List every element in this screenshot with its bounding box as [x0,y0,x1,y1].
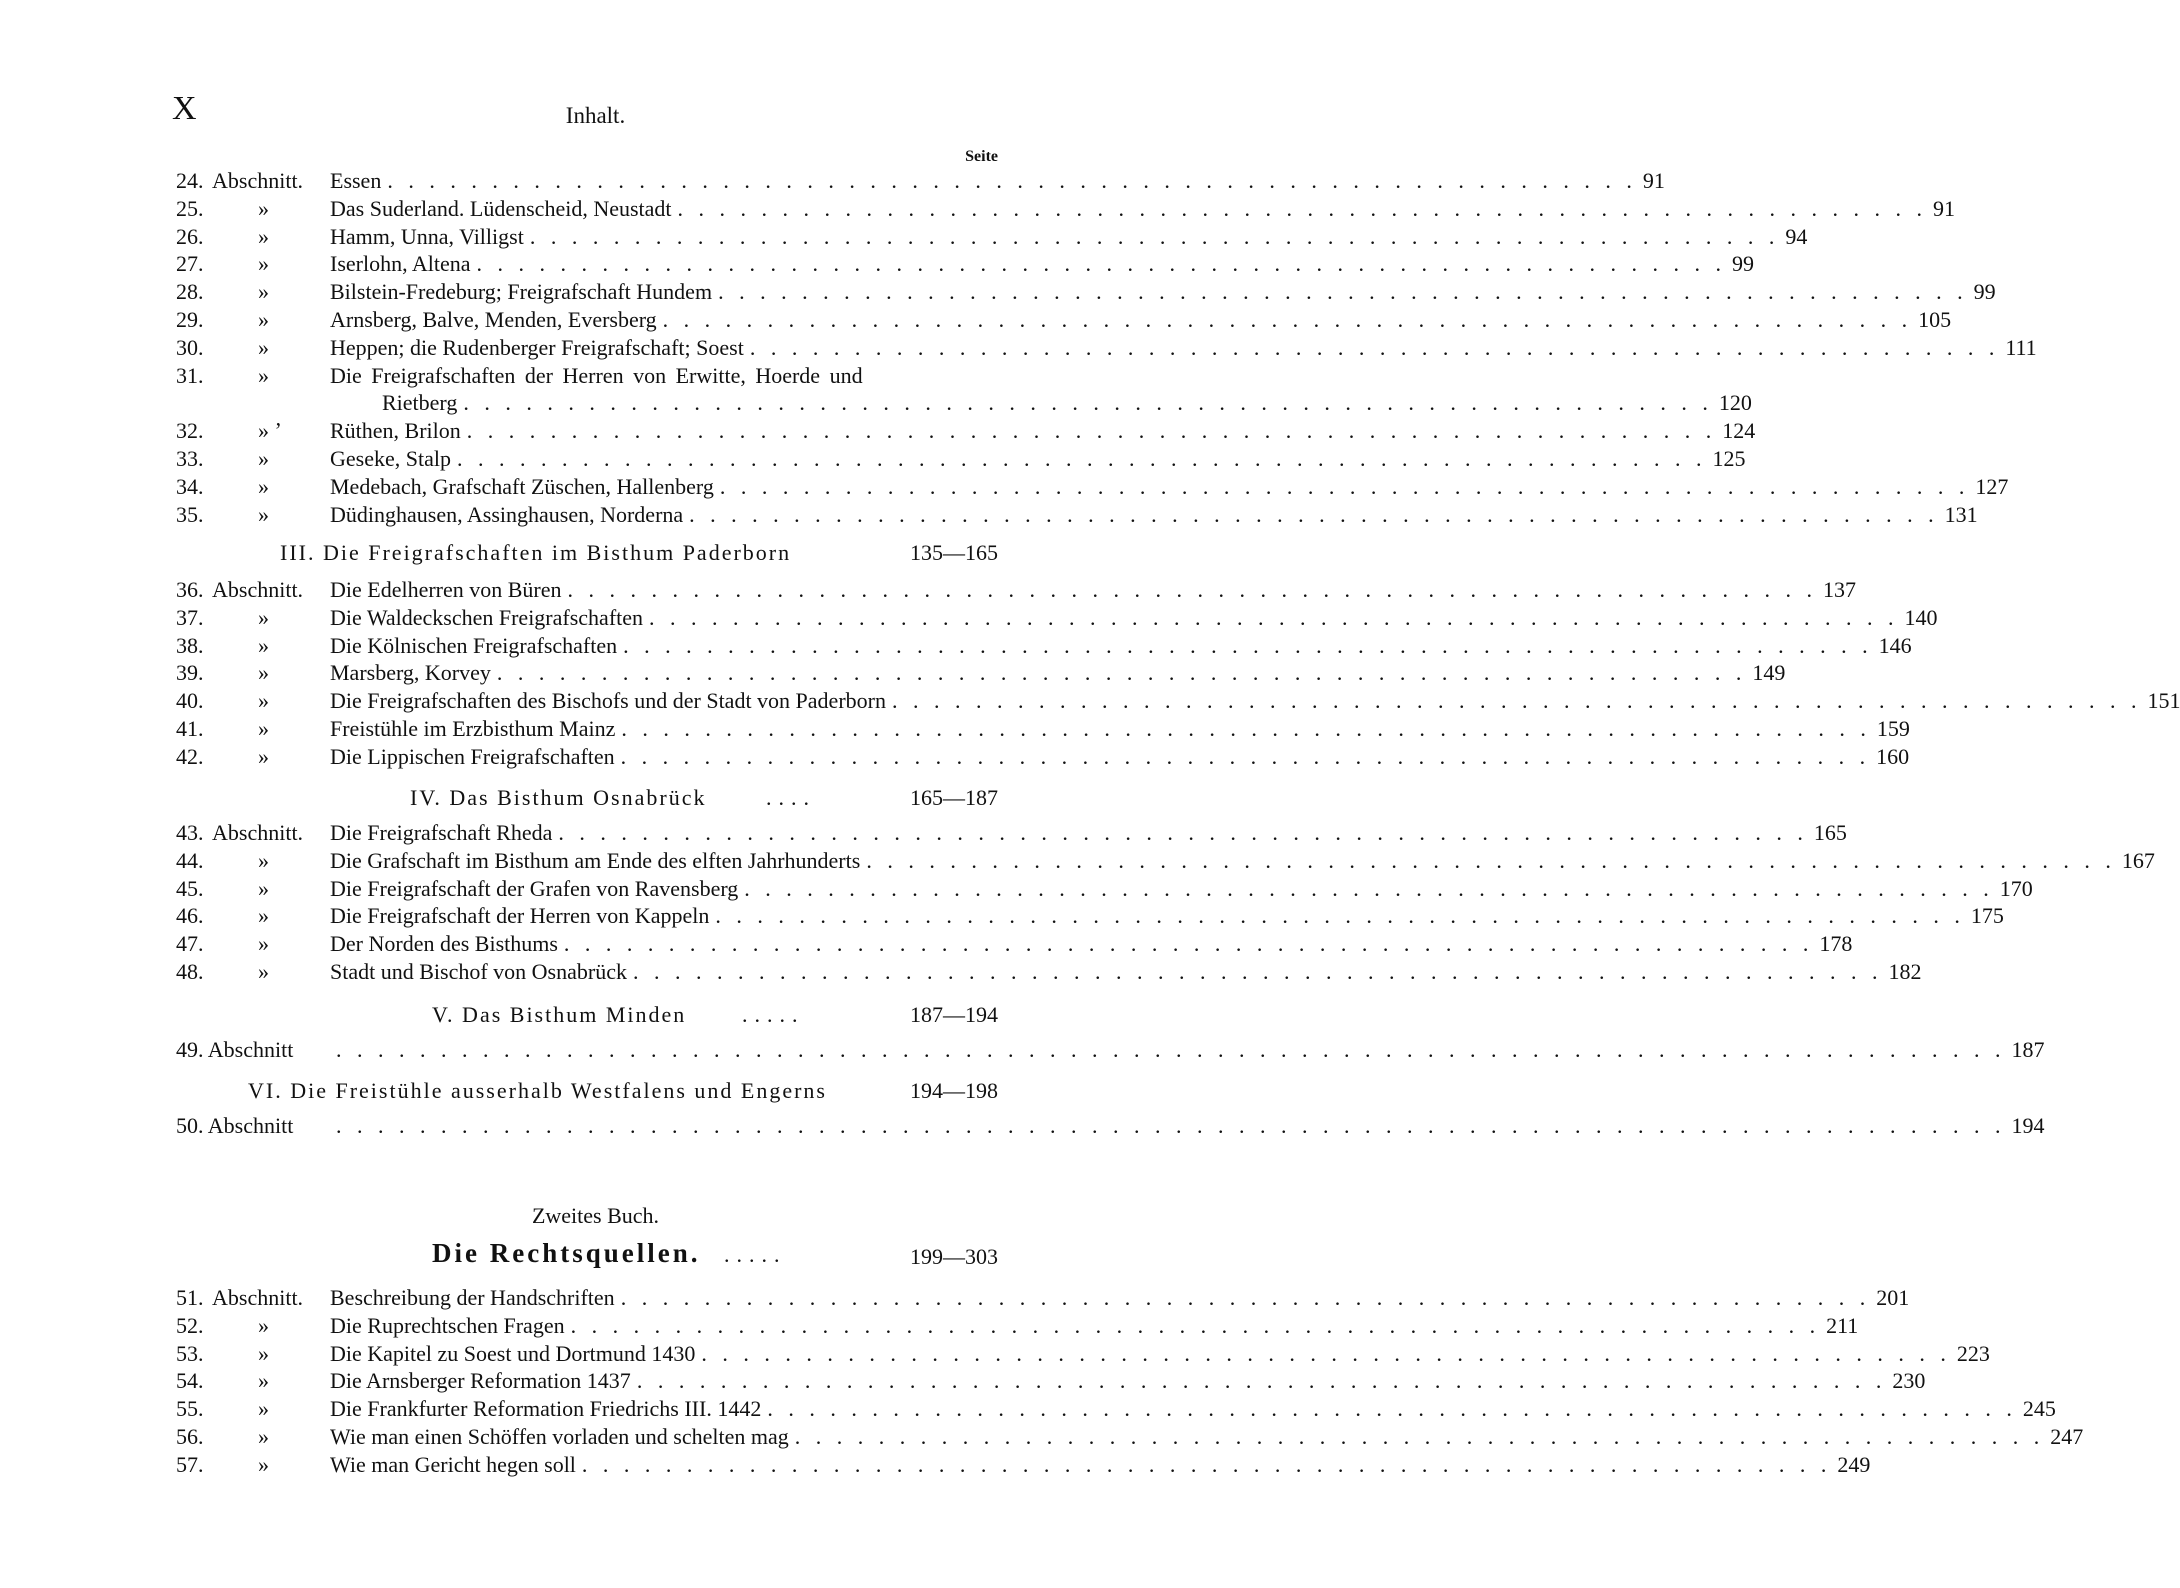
page-number: 182 [1888,958,1922,984]
toc-row [176,958,1922,986]
entry-title [330,1395,2056,1423]
entry-title [330,930,1853,958]
ditto-mark: » [258,473,269,499]
toc-row [176,362,998,390]
seite-column-label: Seite [965,148,998,165]
entry-title-text: Die Freigrafschaft der Herren von Kappeln [330,903,710,929]
leader-dots: . . . . . . . . . . . . . . . . . . . . . . . . . . . . . . . . . . . . . . . . . . . . . . . . . . . . . . . . . . . . [719,473,1970,499]
ditto-mark: » [258,445,269,471]
entry-number: 38. [176,632,204,658]
entry-number: 54. [176,1368,204,1394]
ditto-mark: » [258,1451,269,1477]
page-number: 91 [1933,195,1956,221]
toc-row [176,1284,1910,1312]
entry-title-text: Wie man Gericht hegen soll [330,1451,576,1477]
entry-title-text: Die Lippischen Freigrafschaften [330,743,615,769]
entry-title [382,389,1752,417]
entry-title-text: Die Kapitel zu Soest und Dortmund 1430 [330,1340,696,1366]
page-number: 159 [1876,715,1910,741]
entry-title [336,1036,2045,1064]
entry-number: 26. [176,223,204,249]
entry-label: 49. Abschnitt [176,1037,294,1062]
leader-dots: . . . . . . . . . . . . . . . . . . . . . . . . . . . . . . . . . . . . . . . . . . . . . . . . . . . . . . . . . . . . [662,306,1913,332]
section-label: III. Die Freigrafschaften im Bisthum Paderborn [280,540,792,565]
entry-title [330,501,1978,529]
entry-number: 31. [176,362,204,388]
leader-dots: . . . . . . . . . . . . . . . . . . . . . . . . . . . . . . . . . . . . . . . . . . . . . . . . . . . . . . . . . . . . [744,875,1994,901]
ditto-mark: » [258,195,269,221]
toc-row [176,1312,1859,1340]
book-title-dots: ..... [724,1242,787,1267]
toc-row [176,306,1952,334]
ditto-mark: » [258,1368,269,1394]
toc-group-paderborn [176,576,2180,771]
leader-dots: . . . . . . . . . . . . . . . . . . . . . . . . . . . . . . . . . . . . . . . . . . . . . . . . . . . . . . . . . . . . [718,279,1968,305]
entry-title-text: Beschreibung der Handschriften [330,1285,615,1310]
entry-title-text: Freistühle im Erzbisthum Mainz [330,715,616,741]
entry-title [330,819,1847,847]
page-number: 111 [2005,334,2037,360]
section-range: 165—187 [910,785,998,810]
book-range: 199—303 [910,1244,998,1269]
ditto-mark: » [258,1396,269,1422]
entry-title [330,604,1938,632]
page-number: 151 [2147,688,2180,714]
leader-dots: . . . . . . . . . . . . . . . . . . . . . . . . . . . . . . . . . . . . . . . . . . . . . . . . . . . . . . . . . . . . [866,847,2116,873]
toc-row [176,659,1786,687]
entry-title [330,875,2033,903]
entry-number: 57. [176,1451,204,1477]
toc-group-minden [176,1036,2045,1064]
toc-row [176,223,1808,251]
section-range: 135—165 [910,540,998,565]
entry-title [330,167,1665,195]
leader-dots: . . . . . . . . . . . . . . . . . . . . . . . . . . . . . . . . . . . . . . . . . . . . . . . . . . . . . . . . . . . . [636,1368,1887,1394]
toc-row [176,473,2009,501]
leader-dots: . . . . . . . . . . . . . . . . . . . . . . . . . . . . . . . . . . . . . . . . . . . . . . . . . . . . . . . . . . . . [476,251,1727,277]
entry-number: 52. [176,1312,204,1338]
entry-title-text: Iserlohn, Altena [330,251,471,277]
leader-dots: . . . . . . . . . . . . . . . . . . . . . . . . . . . . . . . . . . . . . . . . . . . . . . . . . . . . . . . . . . . . [620,1285,1871,1310]
page-roman-numeral: X [172,90,197,127]
page-number: 167 [2121,847,2155,873]
entry-number: 24. [176,168,204,193]
leader-dots: . . . . . . . . . . . . . . . . . . . . . . . . . . . . . . . . . . . . . . . . . . . . . . . . . . . . . . . . . . . . [466,418,1717,444]
book-title: Die Rechtsquellen. [432,1238,701,1268]
section-label: IV. Das Bisthum Osnabrück [410,785,707,810]
ditto-mark: » [258,743,269,769]
leader-dots: . . . . . . . . . . . . . . . . . . . . . . . . . . . . . . . . . . . . . . . . . . . . . . . . . . . . . . . . . . . . [621,715,1871,741]
entry-title [330,1423,2084,1451]
leader-dots: . . . . . . . . . . . . . . . . . . . . . . . . . . . . . . . . . . . . . . . . . . . . . . . . . . . . . . . . . . . . . . . . . . . . . . . . . . . . . . . . [336,1037,2006,1062]
ditto-mark: » [258,847,269,873]
entry-title-text: Medebach, Grafschaft Züschen, Hallenberg [330,473,714,499]
entry-number: 41. [176,715,204,741]
entry-number: 53. [176,1340,204,1366]
entry-title [330,1367,1926,1395]
entry-title [330,1340,1990,1368]
ditto-mark: » [258,1423,269,1449]
entry-title-text: Die Freigrafschaften des Bischofs und der Stadt von Paderborn [330,688,886,714]
abschnitt-label: Abschnitt. [212,820,304,845]
entry-title [336,1112,2045,1140]
leader-dots: . . . . . . . . . . . . . . . . . . . . . . . . . . . . . . . . . . . . . . . . . . . . . . . . . . . . . . . . . . . . [456,445,1707,471]
page-number: 165 [1813,820,1847,845]
entry-title-text: Die Kölnischen Freigrafschaften [330,632,618,658]
leader-dots: . . . . . . . . . . . . . . . . . . . . . . . . . . . . . . . . . . . . . . . . . . . . . . . . . . . . . . . . . . . . [649,604,1899,630]
entry-number: 29. [176,306,204,332]
toc-row [176,445,1746,473]
entry-number: 51. [176,1285,204,1310]
leader-dots: . . . . . . . . . . . . . . . . . . . . . . . . . . . . . . . . . . . . . . . . . . . . . . . . . . . . . . . . . . . . [496,660,1747,686]
toc-row [176,334,2037,362]
toc-row [176,1112,2045,1140]
toc-group-westfalen [176,167,2037,528]
entry-title [330,847,2155,875]
toc-row [176,875,2033,903]
page-number: 170 [1999,875,2033,901]
ditto-mark: » [258,1312,269,1338]
entry-title-text: Die Edelherren von Büren [330,577,562,602]
entry-title [330,473,2009,501]
leader-dots: . . . . . . . . . . . . . . . . . . . . . . . . . . . . . . . . . . . . . . . . . . . . . . . . . . . . . . . . . . . . [677,195,1928,221]
entry-title-text: Arnsberg, Balve, Menden, Eversberg [330,306,657,332]
toc-row [176,847,2155,875]
ditto-mark: » [258,931,269,957]
entry-number: 39. [176,660,204,686]
ditto-mark: » [258,632,269,658]
entry-title [330,250,1755,278]
leader-dots: . . . . . . . . . . . . . . . . . . . . . . . . . . . . . . . . . . . . . . . . . . . . . . . . . . . . . . . . . . . . [387,168,1637,193]
entry-title-text: Die Freigrafschaft der Grafen von Ravensberg [330,875,739,901]
ditto-mark: » [258,604,269,630]
entry-title-text: Der Norden des Bisthums [330,931,558,957]
entry-number: 56. [176,1423,204,1449]
entry-title-text: Düdinghausen, Assinghausen, Norderna [330,501,684,527]
leader-dots: . . . . . . . . . . . . . . . . . . . . . . . . . . . . . . . . . . . . . . . . . . . . . . . . . . . . . . . . . . . . [749,334,2000,360]
toc-row [176,743,1910,771]
entry-label: 50. Abschnitt [176,1113,294,1138]
entry-title-text: Die Frankfurter Reformation Friedrichs III. 1442 [330,1396,762,1422]
entry-title-text: Die Waldeckschen Freigrafschaften [330,604,644,630]
abschnitt-label: Abschnitt. [212,577,304,602]
leader-dots: . . . . . . . . . . . . . . . . . . . . . . . . . . . . . . . . . . . . . . . . . . . . . . . . . . . . . . . . . . . . [623,632,1873,658]
page-number: 249 [1837,1451,1871,1477]
entry-title [330,334,2037,362]
page-number: 124 [1722,418,1756,444]
page-number: 120 [1718,390,1752,416]
section-label: VI. Die Freistühle ausserhalb Westfalens und Engerns [248,1078,827,1103]
entry-number: 35. [176,501,204,527]
entry-title [330,687,2180,715]
ditto-mark: » [258,223,269,249]
toc-group-rechtsquellen [176,1284,2084,1479]
page-number: 91 [1642,168,1665,193]
leader-dots: . . . . . . . . . . . . . . . . . . . . . . . . . . . . . . . . . . . . . . . . . . . . . . . . . . . . . . . . . . . . [558,820,1808,845]
entry-title [330,417,1756,445]
entry-number: 36. [176,577,204,602]
entry-title [330,902,2004,930]
leader-dots: . . . . . . . . . . . . . . . . . . . . . . . . . . . . . . . . . . . . . . . . . . . . . . . . . . . . . . . . . . . . [570,1312,1821,1338]
leader-dots: . . . . . . . . . . . . . . . . . . . . . . . . . . . . . . . . . . . . . . . . . . . . . . . . . . . . . . . . . . . . [563,931,1814,957]
toc-row [176,632,1912,660]
entry-title-text: Bilstein-Fredeburg; Freigrafschaft Hundem [330,279,713,305]
toc-row [176,819,1847,847]
leader-dots: . . . . . . . . . . . . . . . . . . . . . . . . . . . . . . . . . . . . . . . . . . . . . . . . . . . . . . . . . . . . [632,958,1883,984]
entry-number: 34. [176,473,204,499]
page-number: 99 [1973,279,1996,305]
entry-title [330,715,1910,743]
section-range: 187—194 [910,1002,998,1027]
ditto-mark: » [258,688,269,714]
entry-title-text: Hamm, Unna, Villigst [330,223,524,249]
leader-dots: . . . . . . . . . . . . . . . . . . . . . . . . . . . . . . . . . . . . . . . . . . . . . . . . . . . . . . . . . . . . [891,688,2142,714]
toc-row [176,1395,2056,1423]
page-number: 105 [1918,306,1952,332]
ditto-mark: » [258,715,269,741]
toc-row [176,501,1978,529]
abschnitt-label: Abschnitt. [212,168,304,193]
entry-title [330,195,1956,223]
entry-number: 33. [176,445,204,471]
leader-dots: . . . . . . . . . . . . . . . . . . . . . . . . . . . . . . . . . . . . . . . . . . . . . . . . . . . . . . . . . . . . [581,1451,1832,1477]
entry-title-text: Die Grafschaft im Bisthum am Ende des elften Jahrhunderts [330,847,861,873]
page-title: Inhalt. [565,103,626,128]
page-number: 125 [1712,445,1746,471]
entry-title [330,576,1857,604]
entry-title-text: Heppen; die Rudenberger Freigrafschaft; Soest [330,334,744,360]
page-number: 127 [1975,473,2009,499]
entry-number: 27. [176,251,204,277]
page-number: 187 [2011,1037,2045,1062]
entry-number: 28. [176,279,204,305]
ditto-mark: » [258,251,269,277]
leader-dots: . . . . . . . . . . . . . . . . . . . . . . . . . . . . . . . . . . . . . . . . . . . . . . . . . . . . . . . . . . . . [463,390,1713,416]
toc-row [176,930,1853,958]
page-number: 230 [1892,1368,1926,1394]
entry-title [330,223,1808,251]
page-number: 131 [1944,501,1978,527]
entry-number: 42. [176,743,204,769]
entry-number: 25. [176,195,204,221]
ditto-mark: » [258,362,269,388]
toc-row [176,195,1956,223]
entry-number: 30. [176,334,204,360]
ditto-mark: » [258,660,269,686]
toc-row [176,902,2004,930]
leader-dots: . . . . . . . . . . . . . . . . . . . . . . . . . . . . . . . . . . . . . . . . . . . . . . . . . . . . . . . . . . . . [715,903,1965,929]
entry-number: 55. [176,1396,204,1422]
ditto-mark: » [258,903,269,929]
abschnitt-label: Abschnitt. [212,1285,304,1310]
toc-row [176,167,1665,195]
toc-row [176,1367,1926,1395]
entry-title: Die Freigrafschaften der Herren von Erwitte, Hoerde und [330,362,863,388]
entry-title-text: Marsberg, Korvey [330,660,491,686]
toc-row [176,389,1752,417]
section-dots: .... [766,785,816,810]
leader-dots: . . . . . . . . . . . . . . . . . . . . . . . . . . . . . . . . . . . . . . . . . . . . . . . . . . . . . . . . . . . . . . . . . . . . . . . . . . . . . . . . [336,1113,2006,1138]
ditto-mark: » ʼ [258,418,282,444]
book-subtitle: Zweites Buch. [531,1203,660,1228]
page-number: 223 [1956,1340,1990,1366]
toc-row [176,604,1938,632]
entry-title-text: Essen [330,168,382,193]
page-number: 94 [1785,223,1808,249]
section-dots: ..... [742,1002,805,1027]
entry-number: 47. [176,931,204,957]
toc-group-ausserhalb [176,1112,2045,1140]
entry-title [330,958,1922,986]
page-number: 247 [2050,1423,2084,1449]
page-number: 146 [1878,632,1912,658]
entry-title-text: Die Ruprechtschen Fragen [330,1312,565,1338]
page-number: 140 [1904,604,1938,630]
page-number: 245 [2022,1396,2056,1422]
toc-row [176,417,1756,445]
page-number: 149 [1752,660,1786,686]
entry-title-text: Wie man einen Schöffen vorladen und schelten mag [330,1423,789,1449]
entry-title [330,743,1910,771]
section-label: V. Das Bisthum Minden [432,1002,687,1027]
page-number: 201 [1876,1285,1910,1310]
toc-row [176,576,1857,604]
leader-dots: . . . . . . . . . . . . . . . . . . . . . . . . . . . . . . . . . . . . . . . . . . . . . . . . . . . . . . . . . . . . [567,577,1818,602]
entry-number: 32. [176,418,204,444]
toc-row [176,1451,1871,1479]
ditto-mark: » [258,875,269,901]
entry-title-text: Die Freigrafschaft Rheda [330,820,553,845]
leader-dots: . . . . . . . . . . . . . . . . . . . . . . . . . . . . . . . . . . . . . . . . . . . . . . . . . . . . . . . . . . . . [701,1340,1951,1366]
leader-dots: . . . . . . . . . . . . . . . . . . . . . . . . . . . . . . . . . . . . . . . . . . . . . . . . . . . . . . . . . . . . [529,223,1780,249]
leader-dots: . . . . . . . . . . . . . . . . . . . . . . . . . . . . . . . . . . . . . . . . . . . . . . . . . . . . . . . . . . . . [794,1423,2045,1449]
toc-row [176,715,1910,743]
entry-title-text: Geseke, Stalp [330,445,451,471]
ditto-mark: » [258,958,269,984]
entry-number: 48. [176,958,204,984]
book-title-row [176,1238,998,1278]
entry-title-text: Die Arnsberger Reformation 1437 [330,1368,631,1394]
entry-number: 43. [176,820,204,845]
entry-title-text: Rietberg [382,390,458,416]
ditto-mark: » [258,501,269,527]
page-number: 175 [1970,903,2004,929]
entry-title [330,1451,1871,1479]
entry-title [330,1312,1859,1340]
entry-number: 44. [176,847,204,873]
entry-number: 37. [176,604,204,630]
page-number: 211 [1826,1312,1859,1338]
leader-dots: . . . . . . . . . . . . . . . . . . . . . . . . . . . . . . . . . . . . . . . . . . . . . . . . . . . . . . . . . . . . [620,743,1871,769]
entry-title [330,306,1952,334]
entry-number: 46. [176,903,204,929]
toc-row [176,687,2180,715]
leader-dots: . . . . . . . . . . . . . . . . . . . . . . . . . . . . . . . . . . . . . . . . . . . . . . . . . . . . . . . . . . . . [689,501,1939,527]
entry-title-text: Das Suderland. Lüdenscheid, Neustadt [330,195,672,221]
page-number: 160 [1876,743,1910,769]
ditto-mark: » [258,1340,269,1366]
ditto-mark: » [258,279,269,305]
section-range: 194—198 [910,1078,998,1103]
toc-group-osnabrueck [176,819,2155,986]
entry-title [330,632,1912,660]
entry-title [330,278,1996,306]
toc-row [176,278,1996,306]
leader-dots: . . . . . . . . . . . . . . . . . . . . . . . . . . . . . . . . . . . . . . . . . . . . . . . . . . . . . . . . . . . . [767,1396,2017,1422]
entry-title-text: Rüthen, Brilon [330,418,461,444]
page-number: 99 [1732,251,1755,277]
toc-row [176,250,1755,278]
entry-title [330,445,1746,473]
entry-title [330,1284,1910,1312]
page-number: 194 [2011,1113,2045,1138]
entry-title [330,659,1786,687]
entry-number: 45. [176,875,204,901]
toc-row [176,1340,1990,1368]
entry-number: 40. [176,688,204,714]
entry-title-text: Stadt und Bischof von Osnabrück [330,958,627,984]
ditto-mark: » [258,306,269,332]
toc-row [176,1423,2084,1451]
page-number: 137 [1823,577,1857,602]
toc-row [176,1036,2045,1064]
ditto-mark: » [258,334,269,360]
page-number: 178 [1819,931,1853,957]
